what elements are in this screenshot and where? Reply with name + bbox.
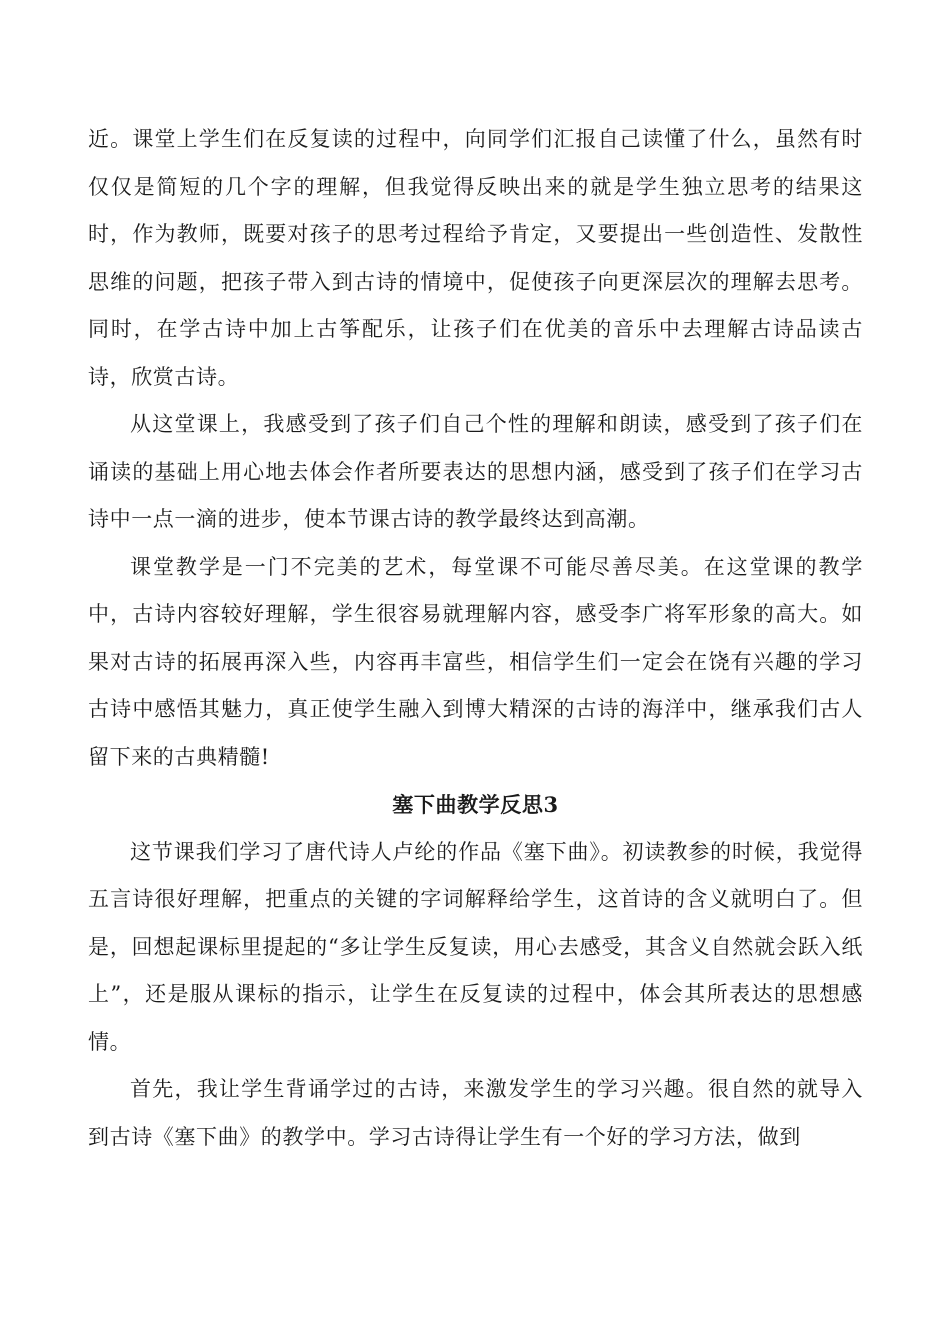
paragraph-continuation: 近。课堂上学生们在反复读的过程中，向同学们汇报自己读懂了什么，虽然有时仅仅是简短的几个字的理解，但我觉得反映出来的就是学生独立思考的结果这时，作为教师，既要对孩子的思考过程给予肯定，又要提出一些创造性、发散性思维的问题，把孩子带入到古诗的情境中，促使孩子向更深层次的理解去思考。同时，在学古诗中加上古筝配乐，让孩子们在优美的音乐中去理解古诗品读古诗，欣赏古诗。 bbox=[88, 127, 863, 389]
paragraph-first-step: 首先，我让学生背诵学过的古诗，来激发学生的学习兴趣。很自然的就导入到古诗《塞下曲》的教学中。学习古诗得让学生有一个好的学习方法，做到 bbox=[88, 1077, 863, 1149]
paragraph-lesson-intro: 这节课我们学习了唐代诗人卢纶的作品《塞下曲》。初读教参的时候，我觉得五言诗很好理解，把重点的关键的字词解释给学生，这首诗的含义就明白了。但是，回想起课标里提起的“多让学生反复读，用心去感受，其含义自然就会跃入纸上”，还是服从课标的指示，让学生在反复读的过程中，体会其所表达的思想感情。 bbox=[88, 839, 863, 1054]
document-body bbox=[88, 116, 863, 1161]
paragraph-teaching-art: 课堂教学是一门不完美的艺术，每堂课不可能尽善尽美。在这堂课的教学中，古诗内容较好理解，学生很容易就理解内容，感受李广将军形象的高大。如果对古诗的拓展再深入些，内容再丰富些，相信学生们一定会在饶有兴趣的学习古诗中感悟其魅力，真正使学生融入到博大精深的古诗的海洋中，继承我们古人留下来的古典精髓! bbox=[88, 554, 863, 769]
section-title: 塞下曲教学反思3 bbox=[392, 792, 559, 817]
paragraph-class-feelings: 从这堂课上，我感受到了孩子们自己个性的理解和朗读，感受到了孩子们在诵读的基础上用心地去体会作者所要表达的思想内涵，感受到了孩子们在学习古诗中一点一滴的进步，使本节课古诗的教学最终达到高潮。 bbox=[88, 412, 863, 531]
